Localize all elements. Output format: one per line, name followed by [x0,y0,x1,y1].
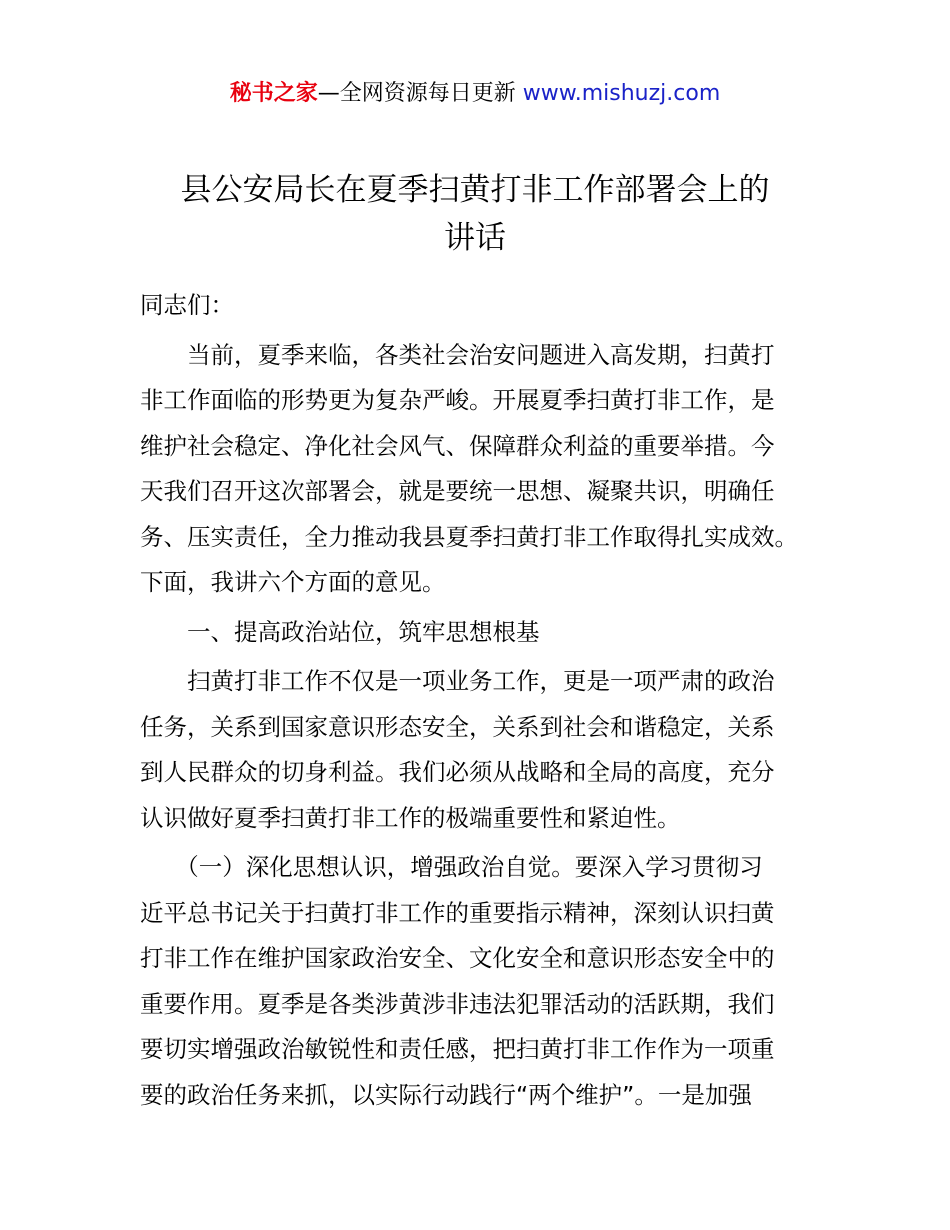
section-heading: 一、提高政治站位，筑牢思想根基 [140,617,540,646]
paragraph-line: 要的政治任务来抓，以实际行动践行“两个维护”。一是加强 [140,1080,752,1109]
paragraph-line: 要切实增强政治敏锐性和责任感，把扫黄打非工作作为一项重 [140,1035,775,1063]
paragraph-line: 下面，我讲六个方面的意见。 [140,568,446,596]
site-url-link[interactable]: www.mishuzj.com [522,81,721,106]
brand-name: 秘书之家 [229,81,318,106]
paragraph-line: 打非工作在维护国家政治安全、文化安全和意识形态安全中的 [140,944,775,972]
paragraph-line: 当前，夏季来临，各类社会治安问题进入高发期，扫黄打 [140,340,775,369]
title-line-1: 县公安局长在夏季扫黄打非工作部署会上的 [180,172,770,208]
paragraph-line: 维护社会稳定、净化社会风气、保障群众利益的重要举措。今 [140,431,775,460]
paragraph-line: 到人民群众的切身利益。我们必须从战略和全局的高度，充分 [140,758,775,786]
paragraph-line: 认识做好夏季扫黄打非工作的极端重要性和紧迫性。 [140,803,681,832]
paragraph-line: 重要作用。夏季是各类涉黄涉非违法犯罪活动的活跃期，我们 [140,989,775,1018]
document-body [140,283,816,1118]
title-line-2: 讲话 [444,220,506,256]
paragraph-line: 务、压实责任，全力推动我县夏季扫黄打非工作取得扎实成效。 [140,522,798,551]
paragraph-line: （一）深化思想认识，增强政治自觉。要深入学习贯彻习 [140,853,763,881]
site-header [0,78,950,110]
header-tagline: —全网资源每日更新 [317,81,523,106]
paragraph-line: 非工作面临的形势更为复杂严峻。开展夏季扫黄打非工作，是 [140,386,775,414]
paragraph-line: 近平总书记关于扫黄打非工作的重要指示精神，深刻认识扫黄 [140,898,775,927]
document-title [0,166,950,262]
paragraph-line: 扫黄打非工作不仅是一项业务工作，更是一项严肃的政治 [140,667,775,695]
paragraph-line: 任务，关系到国家意识形态安全，关系到社会和谐稳定，关系 [140,712,775,741]
paragraph-line: 天我们召开这次部署会，就是要统一思想、凝聚共识，明确任 [140,477,775,505]
salutation: 同志们： [140,291,234,319]
